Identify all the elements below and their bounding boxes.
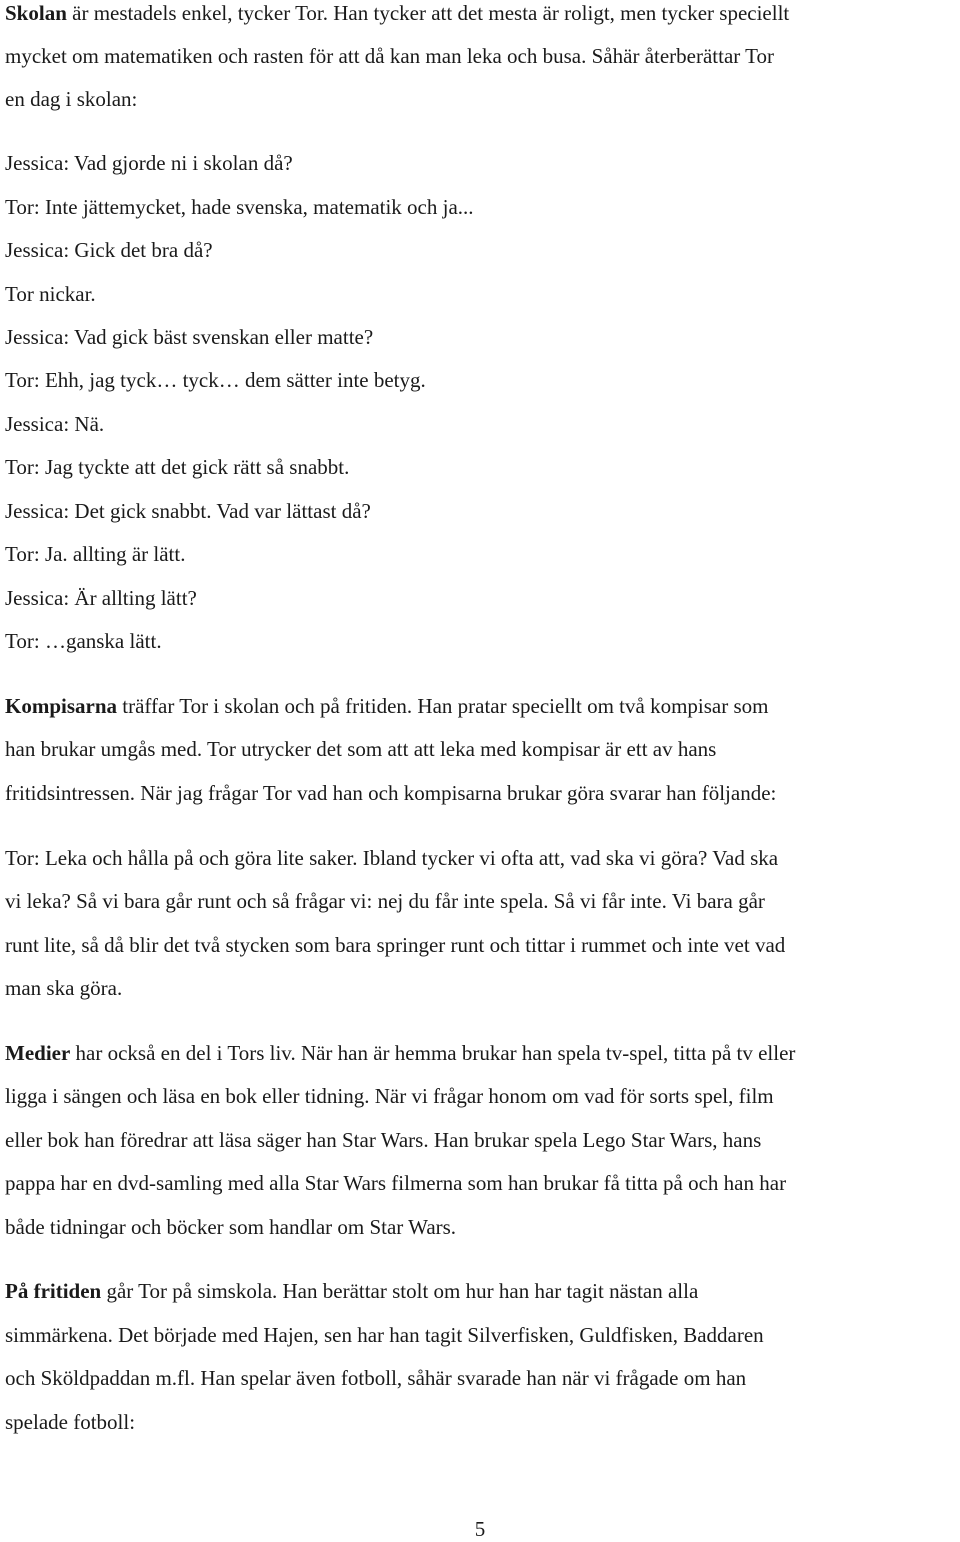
quote-line: vi leka? Så vi bara går runt och så frågar vi: nej du får inte spela. Så vi får inte. Vi bara går [5,889,765,913]
medier-line-5: både tidningar och böcker som handlar om Star Wars. [5,1215,457,1239]
fritid-text-1: går Tor på simskola. Han berättar stolt om hur han har tagit nästan alla [101,1279,699,1303]
fritid-heading: På fritiden [5,1279,102,1303]
intro-text-1: är mestadels enkel, tycker Tor. Han tycker att det mesta är roligt, men tycker speciellt [66,1,790,25]
intro-line-1 [5,3,789,24]
dialogue-line: Jessica: Gick det bra då? [5,238,213,262]
dialogue-line: Jessica: Är allting lätt? [5,586,197,610]
quote-line: Tor: Leka och hålla på och göra lite saker. Ibland tycker vi ofta att, vad ska vi göra? Vad ska [5,846,779,870]
dialogue-line: Tor: Jag tyckte att det gick rätt så snabbt. [5,455,350,479]
kompisar-line-1 [5,696,769,717]
dialogue-line: Tor nickar. [5,282,96,306]
intro-heading: Skolan [5,1,67,25]
dialogue-line: Tor: Inte jättemycket, hade svenska, matematik och ja... [5,195,474,219]
intro-line-2: mycket om matematiken och rasten för att då kan man leka och busa. Såhär återberättar Tor [5,44,775,68]
dialogue-line: Jessica: Det gick snabbt. Vad var lättast då? [5,499,371,523]
intro-line-3: en dag i skolan: [5,87,138,111]
kompisar-line-2: han brukar umgås med. Tor utrycker det som att att leka med kompisar är ett av hans [5,737,717,761]
dialogue-line: Jessica: Vad gick bäst svenskan eller matte? [5,325,374,349]
quote-line: runt lite, så då blir det två stycken som bara springer runt och tittar i rummet och inte vet vad [5,933,786,957]
medier-line-1 [5,1043,795,1064]
medier-line-4: pappa har en dvd-samling med alla Star Wars filmerna som han brukar få titta på och han har [5,1171,787,1195]
medier-line-2: ligga i sängen och läsa en bok eller tidning. När vi frågar honom om vad för sorts spel, film [5,1084,774,1108]
fritid-line-4: spelade fotboll: [5,1410,136,1434]
medier-text-1: har också en del i Tors liv. När han är hemma brukar han spela tv-spel, titta på tv eller [70,1041,796,1065]
kompisar-line-3: fritidsintressen. När jag frågar Tor vad han och kompisarna brukar göra svarar han följande: [5,781,777,805]
medier-heading: Medier [5,1041,71,1065]
dialogue-line: Tor: …ganska lätt. [5,629,162,653]
fritid-line-2: simmärkena. Det började med Hajen, sen har han tagit Silverfisken, Guldfisken, Baddaren [5,1323,764,1347]
quote-line: man ska göra. [5,976,123,1000]
fritid-line-3: och Sköldpaddan m.fl. Han spelar även fotboll, såhär svarade han när vi frågade om han [5,1366,747,1390]
dialogue-line: Tor: Ja. allting är lätt. [5,542,186,566]
fritid-line-1 [5,1281,698,1302]
dialogue-line: Tor: Ehh, jag tyck… tyck… dem sätter inte betyg. [5,368,426,392]
dialogue-line: Jessica: Nä. [5,412,105,436]
page-number: 5 [474,1517,486,1541]
medier-line-3: eller bok han föredrar att läsa säger han Star Wars. Han brukar spela Lego Star Wars, hans [5,1128,762,1152]
kompisar-heading: Kompisarna [5,694,118,718]
kompisar-text-1: träffar Tor i skolan och på fritiden. Han pratar speciellt om två kompisar som [117,694,769,718]
dialogue-line: Jessica: Vad gjorde ni i skolan då? [5,151,293,175]
